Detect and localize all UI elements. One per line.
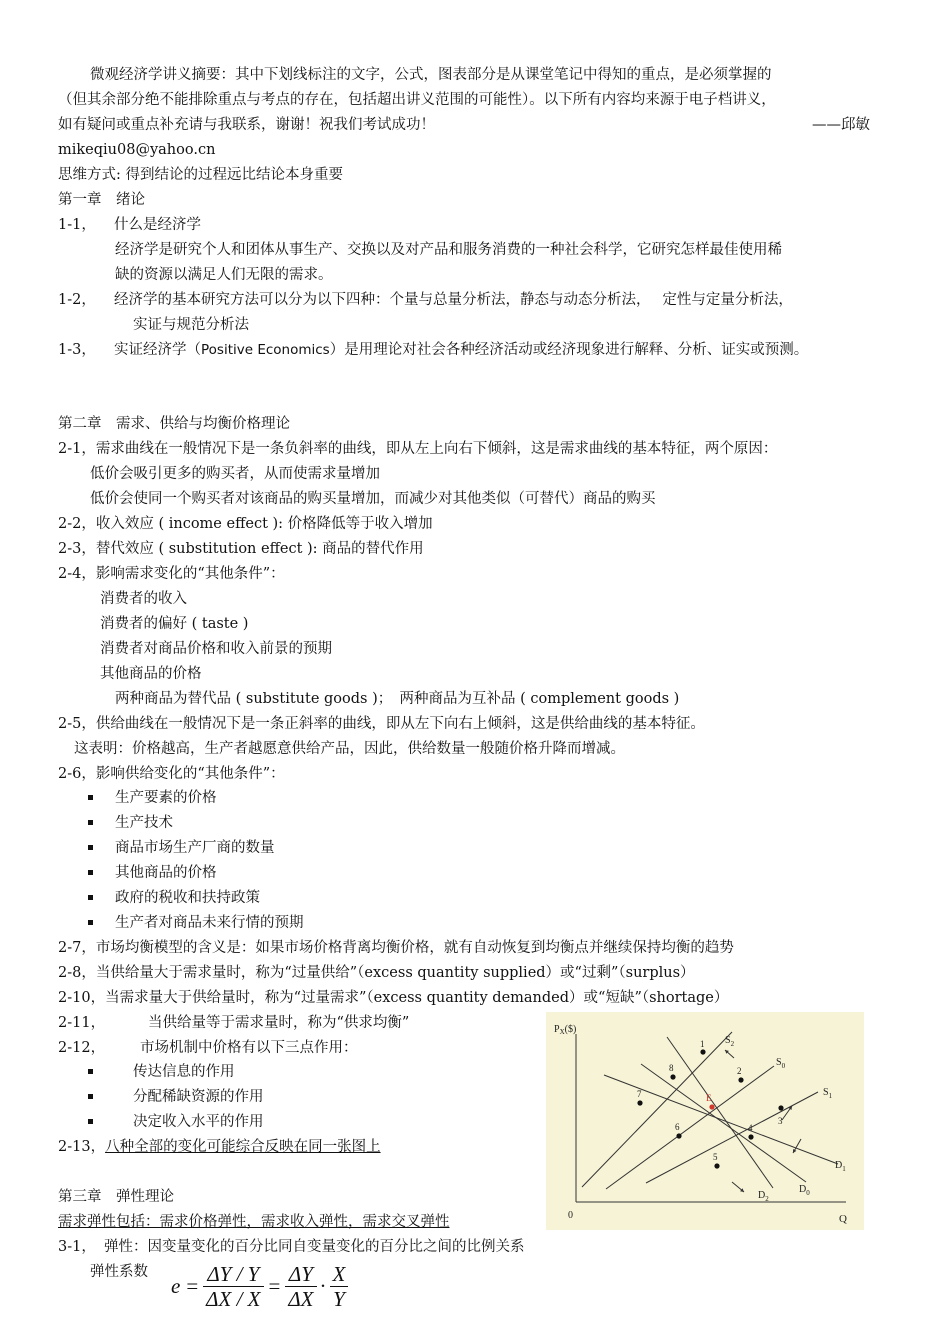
section-body: 市场机制中价格有以下三点作用：: [140, 1040, 358, 1056]
bullet: [88, 845, 93, 850]
chapter-2-title: 第二章 需求、供给与均衡价格理论: [58, 416, 290, 432]
para-2-8: 2-8，当供给量大于需求量时，称为“过量供给”（excess quantity supplied）或“过剩”（surplus）: [58, 965, 695, 981]
supply-factor-item: 其他商品的价格: [115, 865, 217, 881]
point-7: [637, 1100, 642, 1105]
point-1: [700, 1049, 705, 1054]
formula-denominator: ΔX / X: [206, 1287, 261, 1311]
section-number: 1-2，: [58, 292, 96, 308]
section-1-1: [58, 214, 201, 236]
section-number: 1-1，: [58, 217, 96, 233]
section-body: 弹性：因变量变化的百分比同自变量变化的百分比之间的比例关系: [104, 1239, 525, 1255]
bullet: [88, 1119, 93, 1124]
para-2-11: [58, 1012, 409, 1034]
curve-label-s0: $S_0$: [776, 1057, 786, 1070]
formula-denominator: Y: [333, 1287, 345, 1311]
origin-label: 0: [568, 1210, 573, 1221]
point-label-3: 3: [778, 1116, 783, 1126]
bullet: [88, 795, 93, 800]
point-2: [738, 1077, 743, 1082]
para-2-5-a: 这表明：价格越高，生产者越愿意供给产品，因此，供给数量一般随价格升降而增减。: [74, 741, 625, 757]
chart-background: [546, 1012, 864, 1230]
para-2-4-e: 两种商品为替代品 ( substitute goods )； 两种商品为互补品 ( complement goods ): [115, 691, 680, 707]
bullet: [88, 870, 93, 875]
para-2-3: 2-3，替代效应 ( substitution effect ): 商品的替代作用: [58, 541, 424, 557]
point-label-4: 4: [748, 1123, 753, 1133]
supply-factor-item: 商品市场生产厂商的数量: [115, 840, 275, 856]
para-3-1: [58, 1236, 525, 1258]
point-3: [778, 1105, 783, 1110]
para-2-10: 2-10，当需求量大于供给量时，称为“过量需求”（excess quantity demanded）或“短缺”（shortage）: [58, 990, 729, 1006]
section-1-3: [58, 339, 808, 361]
bullet: [88, 820, 93, 825]
para-2-2: 2-2，收入效应 ( income effect ): 价格降低等于收入增加: [58, 516, 433, 532]
point-8: [670, 1074, 675, 1079]
coefficient-label: 弹性系数: [90, 1264, 148, 1280]
para-2-1-a: 低价会吸引更多的购买者，从而使需求量增加: [90, 466, 380, 482]
intro-line-2: （但其余部分绝不能排除重点与考点的存在，包括超出讲义范围的可能性）。以下所有内容均来源于电子档讲义，: [58, 92, 776, 108]
para-2-4-d: 其他商品的价格: [100, 666, 202, 682]
para-2-4-b: 消费者的偏好 ( taste ): [100, 616, 249, 632]
section-body-pre: 实证经济学（: [114, 342, 201, 358]
section-body: 经济学的基本研究方法可以分为以下四种：个量与总量分析法，静态与动态分析法， 定性与定量分析法，: [114, 292, 793, 308]
para-2-6: 2-6，影响供给变化的“其他条件”：: [58, 766, 285, 782]
formula-denominator: ΔX: [288, 1287, 314, 1311]
point-label-7: 7: [637, 1089, 642, 1099]
para-2-1: 2-1，需求曲线在一般情况下是一条负斜率的曲线，即从左上向右下倾斜，这是需求曲线的基本特征，两个原因：: [58, 441, 778, 457]
point-label-8: 8: [669, 1063, 674, 1073]
formula-equals: =: [186, 1274, 199, 1298]
supply-factor-item: 政府的税收和扶持政策: [115, 890, 260, 906]
para-2-4: 2-4，影响需求变化的“其他条件”：: [58, 566, 285, 582]
formula-lhs: e: [171, 1274, 181, 1298]
bullet: [88, 895, 93, 900]
section-number: 1-3，: [58, 342, 96, 358]
bullet: [88, 1094, 93, 1099]
section-1-2-body-2: 实证与规范分析法: [133, 317, 249, 333]
supply-demand-chart: [546, 1012, 864, 1230]
curve-label-d2: $D_2$: [758, 1190, 769, 1203]
price-role-item: 决定收入水平的作用: [133, 1114, 264, 1130]
bullet: [88, 1069, 93, 1074]
chapter-1-title: 第一章 绪论: [58, 192, 145, 208]
section-body-post: ）是用理论对社会各种经济活动或经济现象进行解释、分析、证实或预测。: [329, 342, 809, 358]
point-4: [748, 1134, 753, 1139]
para-2-7: 2-7，市场均衡模型的含义是：如果市场价格背离均衡价格，就有自动恢复到均衡点并继续保持均衡的趋势: [58, 940, 734, 956]
point-label-6: 6: [675, 1122, 680, 1132]
intro-line-1: 微观经济学讲义摘要：其中下划线标注的文字，公式，图表部分是从课堂笔记中得知的重点，是必须掌握的: [90, 67, 772, 83]
signature: ——邱敏: [812, 117, 870, 133]
curve-label-d1: $D_1$: [835, 1160, 846, 1173]
supply-factor-item: 生产者对商品未来行情的预期: [115, 915, 304, 931]
section-number: 2-11，: [58, 1015, 106, 1031]
para-2-4-a: 消费者的收入: [100, 591, 187, 607]
para-2-5: 2-5，供给曲线在一般情况下是一条正斜率的曲线，即从左下向右上倾斜，这是供给曲线的基本特征。: [58, 716, 705, 732]
thinking-note: 思维方式: 得到结论的过程远比结论本身重要: [58, 167, 343, 183]
section-body-underlined: 八种全部的变化可能综合反映在同一张图上: [105, 1139, 381, 1155]
para-2-12: [58, 1037, 358, 1059]
price-role-item: 传达信息的作用: [133, 1064, 235, 1080]
bullet: [88, 920, 93, 925]
curve-label-d0: $D_0$: [799, 1184, 810, 1197]
point-5: [714, 1163, 719, 1168]
price-role-item: 分配稀缺资源的作用: [133, 1089, 264, 1105]
curve-label-s2: $S_2$: [725, 1035, 735, 1048]
supply-factor-item: 生产技术: [115, 815, 173, 831]
curve-label-s1: $S_1$: [823, 1087, 833, 1100]
formula-dot: ·: [319, 1274, 327, 1298]
section-title: 什么是经济学: [114, 217, 201, 233]
point-label-1: 1: [700, 1039, 705, 1049]
elasticity-formula: [168, 1262, 350, 1311]
section-1-1-body-2: 缺的资源以满足人们无限的需求。: [115, 267, 333, 283]
section-number: 2-12，: [58, 1040, 106, 1056]
point-label-2: 2: [737, 1066, 742, 1076]
formula-numerator: X: [330, 1262, 349, 1287]
intro-line-3: 如有疑问或重点补充请与我联系，谢谢！祝我们考试成功！: [58, 117, 435, 133]
y-axis-label: $P_X(\$)$: [554, 1024, 577, 1036]
chapter-3-subtitle: 需求弹性包括：需求价格弹性，需求收入弹性，需求交叉弹性: [58, 1214, 450, 1230]
section-body: 当供给量等于需求量时，称为“供求均衡”: [148, 1015, 410, 1031]
para-2-1-b: 低价会使同一个购买者对该商品的购买量增加，而减少对其他类似（可替代）商品的购买: [90, 491, 656, 507]
point-6: [676, 1133, 681, 1138]
x-axis-label: Q: [839, 1213, 847, 1225]
formula-equals: =: [268, 1274, 281, 1298]
formula-numerator: ΔY / Y: [203, 1262, 263, 1287]
point-label-5: 5: [713, 1152, 718, 1162]
formula-numerator: ΔY: [285, 1262, 316, 1287]
chapter-3-title: 第三章 弹性理论: [58, 1189, 174, 1205]
section-1-1-body-1: 经济学是研究个人和团体从事生产、交换以及对产品和服务消费的一种社会科学，它研究怎样最佳使用稀: [115, 242, 782, 258]
formula-fraction: [285, 1262, 316, 1311]
supply-factor-item: 生产要素的价格: [115, 790, 217, 806]
email: mikeqiu08@yahoo.cn: [58, 142, 216, 158]
section-number: 2-13，: [58, 1139, 106, 1155]
para-2-4-c: 消费者对商品价格和收入前景的预期: [100, 641, 332, 657]
para-2-13: [58, 1136, 381, 1158]
point-label-e: E: [706, 1093, 712, 1103]
section-body-en: Positive Economics: [201, 342, 330, 358]
section-number: 3-1，: [58, 1239, 96, 1255]
section-1-2: [58, 289, 793, 311]
formula-fraction: [330, 1262, 349, 1311]
formula-fraction: [203, 1262, 263, 1311]
point-e: [709, 1104, 714, 1109]
